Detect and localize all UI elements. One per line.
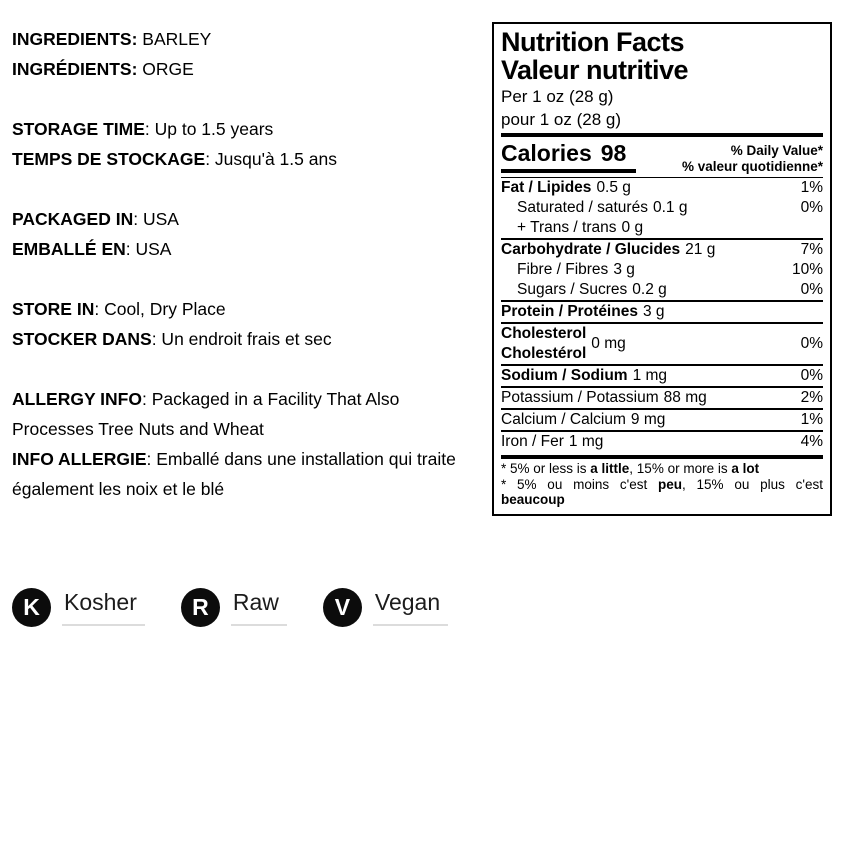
- badge-vegan: [323, 588, 448, 627]
- badge-kosher: [12, 588, 145, 627]
- nutrient-row-potassium: Potassium / Potassium 88 mg 2%: [501, 386, 823, 408]
- vegan-label: Vegan: [373, 589, 448, 626]
- nutrient-row-carbohydrate: Carbohydrate / Glucides 21 g 7%: [501, 238, 823, 260]
- serving-size-en: Per 1 oz (28 g): [501, 87, 614, 106]
- nutrient-row-cholesterol: Cholesterol Cholestérol 0 mg 0%: [501, 322, 823, 364]
- badge-raw: [181, 588, 287, 627]
- info-line-allergy-en: [12, 384, 478, 444]
- info-value: : Up to 1.5 years: [144, 119, 274, 139]
- info-line-ingredients-en: [12, 24, 478, 54]
- info-value: BARLEY: [137, 29, 212, 49]
- info-label: EMBALLÉ EN: [12, 239, 126, 259]
- info-value: ORGE: [137, 59, 194, 79]
- nutrient-row-iron: Iron / Fer 1 mg 4%: [501, 430, 823, 452]
- nutrient-row-saturated: Saturated / saturés 0.1 g 0%: [517, 199, 823, 216]
- calories-value: Calories 98: [501, 141, 636, 173]
- packaged-in-group: [12, 204, 478, 264]
- info-line-packaged-fr: [12, 234, 478, 264]
- nutrient-row-fat: Fat / Lipides 0.5 g 1%: [501, 179, 823, 196]
- info-label: INGREDIENTS:: [12, 29, 138, 49]
- storage-time-group: [12, 114, 478, 174]
- allergy-info-group: [12, 384, 478, 504]
- nutrient-row-sodium: Sodium / Sodium 1 mg 0%: [501, 364, 823, 386]
- nutrition-title-en: Nutrition Facts: [501, 27, 685, 57]
- info-value: : Packaged in a Facility That Also Processes Tree Nuts and Wheat: [12, 389, 400, 439]
- info-label: PACKAGED IN: [12, 209, 134, 229]
- daily-value-footnote: [501, 461, 823, 508]
- info-line-store-fr: [12, 324, 478, 354]
- info-label: STORE IN: [12, 299, 95, 319]
- info-line-store-en: [12, 294, 478, 324]
- nutrient-row-protein: Protein / Protéines 3 g: [501, 300, 823, 322]
- nutrition-facts-panel: [492, 22, 832, 516]
- info-label: STORAGE TIME: [12, 119, 145, 139]
- nutrient-row-fibre: Fibre / Fibres 3 g 10%: [517, 261, 823, 278]
- raw-label: Raw: [231, 589, 287, 626]
- footnote-fr: * 5% ou moins c'est peu, 15% ou plus c'est beaucoup: [501, 476, 823, 507]
- ingredients-group: [12, 24, 478, 84]
- nutrition-title-fr: Valeur nutritive: [501, 55, 689, 85]
- raw-icon: R: [181, 588, 220, 627]
- info-line-ingredients-fr: [12, 54, 478, 84]
- nutrient-row-sugars: Sugars / Sucres 0.2 g 0%: [517, 281, 823, 298]
- info-value: : USA: [125, 239, 172, 259]
- info-line-allergy-fr: [12, 444, 478, 504]
- nutrient-row-calcium: Calcium / Calcium 9 mg 1%: [501, 408, 823, 430]
- vegan-icon: V: [323, 588, 362, 627]
- kosher-label: Kosher: [62, 589, 145, 626]
- info-line-packaged-en: [12, 204, 478, 234]
- info-label: TEMPS DE STOCKAGE: [12, 149, 206, 169]
- daily-value-header: % Daily Value* % valeur quotidienne*: [681, 143, 823, 174]
- nutrient-row-trans: + Trans / trans 0 g: [517, 219, 644, 236]
- info-line-storage-fr: [12, 144, 478, 174]
- kosher-icon: K: [12, 588, 51, 627]
- divider-thick: [501, 133, 823, 137]
- serving-size-fr: pour 1 oz (28 g): [501, 110, 622, 129]
- product-info-panel: [12, 24, 478, 534]
- certification-badges: [12, 588, 484, 627]
- info-value: : Jusqu'à 1.5 ans: [205, 149, 337, 169]
- info-value: : Emballé dans une installation qui traite également les noix et le blé: [12, 449, 456, 499]
- info-label: INFO ALLERGIE: [12, 449, 147, 469]
- info-value: : Cool, Dry Place: [94, 299, 226, 319]
- info-label: ALLERGY INFO: [12, 389, 142, 409]
- footnote-en: * 5% or less is a little, 15% or more is a lot: [501, 461, 760, 476]
- info-value: : Un endroit frais et sec: [151, 329, 332, 349]
- store-in-group: [12, 294, 478, 354]
- calories-row: [501, 139, 823, 177]
- info-value: : USA: [133, 209, 179, 229]
- divider-thick-footnote: [501, 455, 823, 459]
- info-label: INGRÉDIENTS:: [12, 59, 138, 79]
- info-line-storage-en: [12, 114, 478, 144]
- info-label: STOCKER DANS: [12, 329, 152, 349]
